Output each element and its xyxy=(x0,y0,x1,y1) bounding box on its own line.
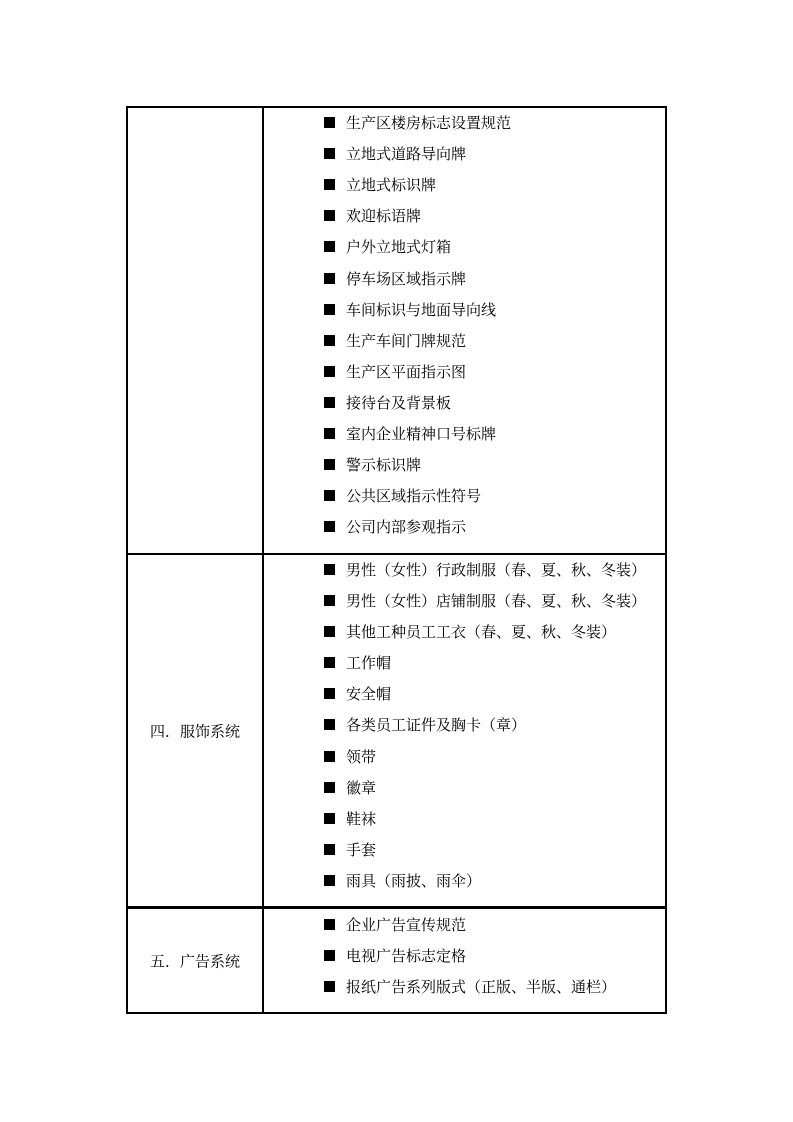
bullet-square-icon xyxy=(324,179,335,190)
bullet-square-icon xyxy=(324,595,335,606)
list-item: 报纸广告系列版式（正版、半版、通栏） xyxy=(324,977,616,997)
list-item: 鞋袜 xyxy=(324,809,376,829)
bullet-square-icon xyxy=(324,813,335,824)
bullet-square-icon xyxy=(324,657,335,668)
bullet-square-icon xyxy=(324,844,335,855)
list-item: 企业广告宣传规范 xyxy=(324,915,466,935)
bullet-square-icon xyxy=(324,521,335,532)
list-item: 户外立地式灯箱 xyxy=(324,237,451,257)
table-section-advertising xyxy=(126,907,667,1014)
bullet-square-icon xyxy=(324,397,335,408)
list-item: 接待台及背景板 xyxy=(324,393,451,413)
bullet-square-icon xyxy=(324,919,335,930)
list-item: 欢迎标语牌 xyxy=(324,206,421,226)
list-item: 车间标识与地面导向线 xyxy=(324,300,496,320)
list-item: 立地式标识牌 xyxy=(324,175,436,195)
list-item: 雨具（雨披、雨伞） xyxy=(324,871,481,891)
bullet-square-icon xyxy=(324,782,335,793)
list-item: 警示标识牌 xyxy=(324,455,421,475)
list-item: 立地式道路导向牌 xyxy=(324,144,466,164)
bullet-square-icon xyxy=(324,304,335,315)
bullet-square-icon xyxy=(324,751,335,762)
category-title: 五．广告系统 xyxy=(149,952,240,970)
list-item: 生产车间门牌规范 xyxy=(324,331,466,351)
bullet-square-icon xyxy=(324,335,335,346)
bullet-square-icon xyxy=(324,981,335,992)
list-item: 生产区楼房标志设置规范 xyxy=(324,113,511,133)
bullet-square-icon xyxy=(324,875,335,886)
bullet-square-icon xyxy=(324,950,335,961)
list-item: 男性（女性）行政制服（春、夏、秋、冬装） xyxy=(324,560,646,580)
list-item: 公司内部参观指示 xyxy=(324,517,466,537)
list-item: 生产区平面指示图 xyxy=(324,362,466,382)
category-title: 四．服饰系统 xyxy=(149,722,240,740)
list-item: 公共区域指示性符号 xyxy=(324,486,481,506)
list-item: 室内企业精神口号标牌 xyxy=(324,424,496,444)
bullet-square-icon xyxy=(324,273,335,284)
list-item: 手套 xyxy=(324,840,376,860)
bullet-square-icon xyxy=(324,148,335,159)
list-item: 安全帽 xyxy=(324,684,391,704)
list-item: 徽章 xyxy=(324,778,376,798)
category-cell xyxy=(128,909,264,1012)
list-item: 领带 xyxy=(324,747,376,767)
table-section-apparel xyxy=(126,555,667,908)
list-item: 停车场区域指示牌 xyxy=(324,269,466,289)
table-section-signage xyxy=(126,106,667,555)
bullet-square-icon xyxy=(324,626,335,637)
bullet-square-icon xyxy=(324,719,335,730)
category-cell-empty xyxy=(128,108,264,553)
bullet-square-icon xyxy=(324,459,335,470)
list-item: 工作帽 xyxy=(324,653,391,673)
list-item: 男性（女性）店铺制服（春、夏、秋、冬装） xyxy=(324,591,646,611)
list-item: 其他工种员工工衣（春、夏、秋、冬装） xyxy=(324,622,616,642)
bullet-square-icon xyxy=(324,366,335,377)
bullet-square-icon xyxy=(324,688,335,699)
bullet-square-icon xyxy=(324,564,335,575)
bullet-square-icon xyxy=(324,241,335,252)
list-item: 电视广告标志定格 xyxy=(324,946,466,966)
category-cell xyxy=(128,555,264,906)
bullet-square-icon xyxy=(324,117,335,128)
bullet-square-icon xyxy=(324,428,335,439)
list-item: 各类员工证件及胸卡（章） xyxy=(324,715,526,735)
bullet-square-icon xyxy=(324,210,335,221)
bullet-square-icon xyxy=(324,490,335,501)
